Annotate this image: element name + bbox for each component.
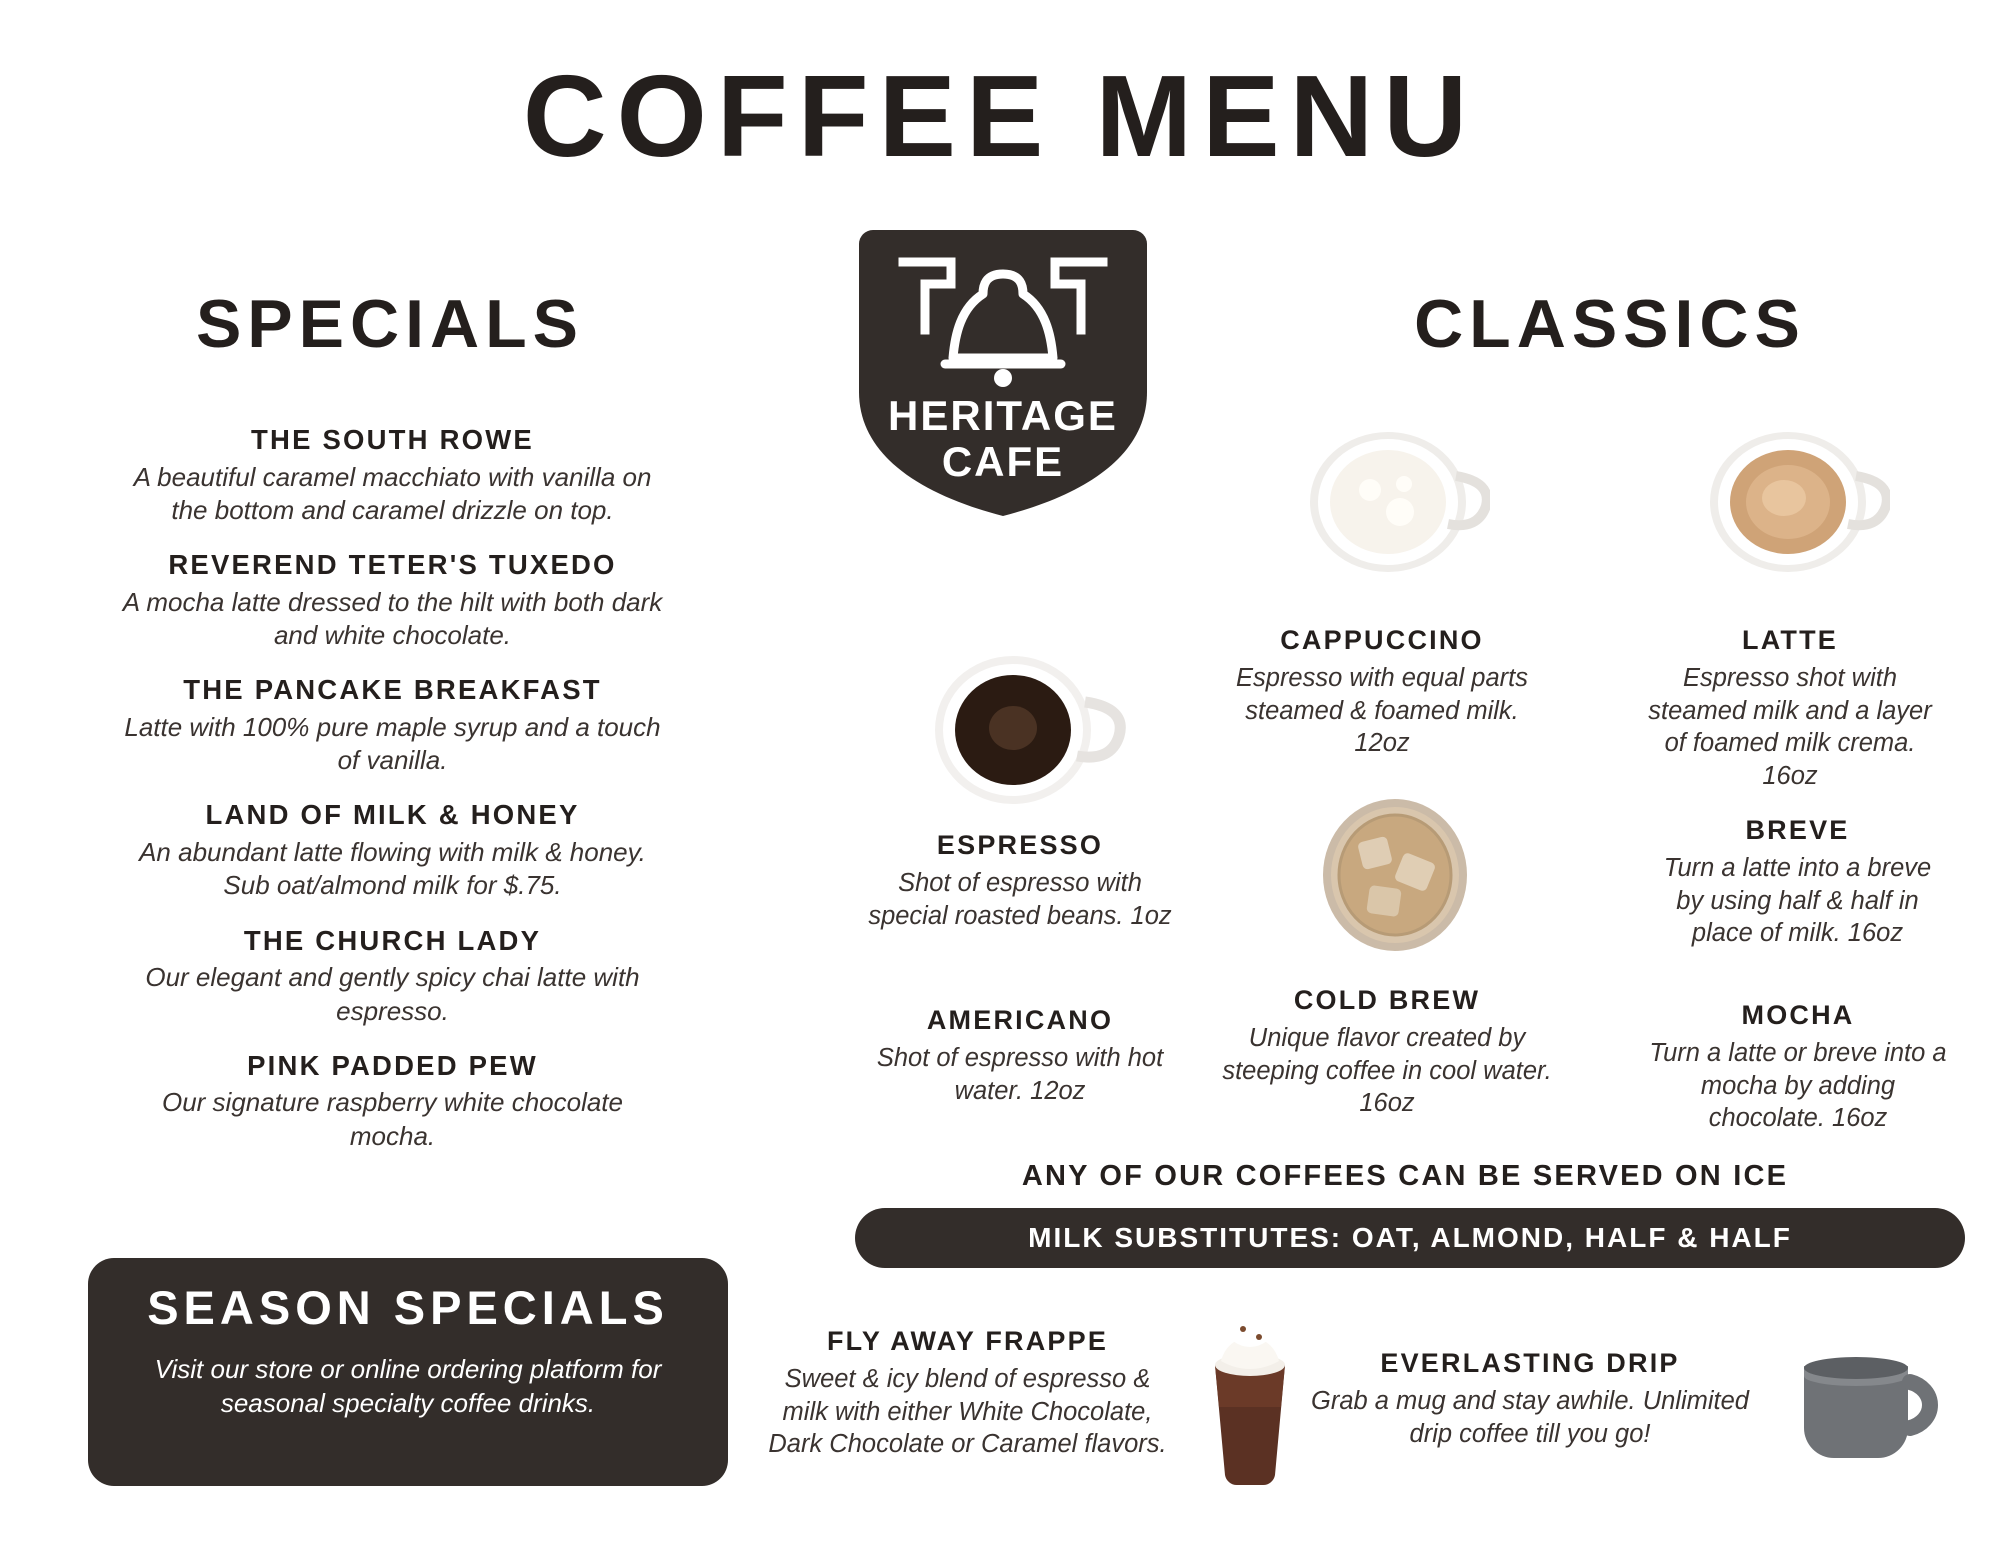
classics-item-desc: Espresso shot with steamed milk and a layer of foamed milk crema. 16oz xyxy=(1648,664,1932,790)
specials-item-desc: A mocha latte dressed to the hilt with both dark and white chocolate. xyxy=(122,586,663,651)
heritage-cafe-logo xyxy=(833,222,1173,522)
classics-item-mocha xyxy=(1648,1000,1948,1135)
classics-item-cold-brew xyxy=(1222,985,1552,1120)
served-on-ice-note: ANY OF OUR COFFEES CAN BE SERVED ON ICE xyxy=(1021,1160,1789,1192)
list-item xyxy=(120,799,665,902)
specials-item-desc: Our signature raspberry white chocolate mocha. xyxy=(161,1087,623,1151)
classics-item-name: BREVE xyxy=(1745,815,1850,845)
classics-item-name: AMERICANO xyxy=(926,1005,1114,1035)
list-item xyxy=(120,549,665,652)
season-specials-box xyxy=(88,1258,728,1486)
espresso-cup-icon xyxy=(905,650,1135,810)
classics-item-desc: Shot of espresso with hot water. 12oz xyxy=(876,1044,1164,1105)
season-specials-title: SEASON SPECIALS xyxy=(147,1281,669,1334)
specials-heading: SPECIALS xyxy=(195,286,585,362)
classics-item-name: COLD BREW xyxy=(1293,985,1481,1015)
classics-item-espresso xyxy=(860,830,1180,932)
classics-heading: CLASSICS xyxy=(1414,286,1806,362)
specials-item-name: REVEREND TETER'S TUXEDO xyxy=(168,549,617,581)
specials-item-name: THE PANCAKE BREAKFAST xyxy=(183,674,602,706)
coffee-mug-icon xyxy=(1790,1340,1965,1480)
classics-item-breve xyxy=(1650,815,1945,950)
specials-list xyxy=(120,424,665,1175)
list-item xyxy=(120,674,665,777)
list-item xyxy=(120,925,665,1028)
milk-substitutes-banner: MILK SUBSTITUTES: OAT, ALMOND, HALF & HALF xyxy=(855,1208,1965,1268)
list-item xyxy=(120,424,665,527)
frappe-drink-icon xyxy=(1185,1295,1315,1490)
specials-item-name: LAND OF MILK & HONEY xyxy=(205,799,580,831)
bottom-item-desc: Grab a mug and stay awhile. Unlimited drip coffee till you go! xyxy=(1311,1387,1749,1448)
specials-item-name: PINK PADDED PEW xyxy=(247,1049,538,1081)
classics-item-name: LATTE xyxy=(1742,625,1838,655)
classics-item-desc: Turn a latte or breve into a mocha by adding chocolate. 16oz xyxy=(1649,1039,1947,1133)
logo-line-1: HERITAGE xyxy=(888,392,1118,439)
classics-item-name: CAPPUCCINO xyxy=(1280,625,1484,655)
specials-item-desc: Latte with 100% pure maple syrup and a touch of vanilla. xyxy=(124,711,661,776)
classics-item-desc: Unique flavor created by steeping coffee in cool water. 16oz xyxy=(1222,1024,1552,1118)
bottom-item-name: EVERLASTING DRIP xyxy=(1380,1348,1680,1378)
specials-item-name: THE CHURCH LADY xyxy=(243,924,542,956)
bottom-item-desc: Sweet & icy blend of espresso & milk with either White Chocolate, Dark Chocolate or Caramel flavors. xyxy=(768,1365,1167,1459)
classics-item-name: ESPRESSO xyxy=(936,830,1104,860)
cold-brew-glass-icon xyxy=(1320,795,1470,955)
page-title: COFFEE MENU xyxy=(522,51,1478,181)
specials-item-name: THE SOUTH ROWE xyxy=(251,424,534,455)
classics-item-latte xyxy=(1640,625,1940,793)
specials-item-desc: Our elegant and gently spicy chai latte with espresso. xyxy=(145,962,640,1026)
classics-item-desc: Shot of espresso with special roasted beans. 1oz xyxy=(868,869,1172,930)
bottom-item-everlasting-drip xyxy=(1310,1348,1750,1450)
specials-item-desc: A beautiful caramel macchiato with vanilla on the bottom and caramel drizzle on top. xyxy=(133,461,652,525)
bottom-item-name: FLY AWAY FRAPPE xyxy=(826,1326,1109,1356)
cappuccino-cup-icon xyxy=(1300,428,1490,576)
specials-item-desc: An abundant latte flowing with milk & honey. Sub oat/almond milk for $.75. xyxy=(139,837,646,901)
list-item xyxy=(120,1050,665,1153)
season-specials-desc: Visit our store or online ordering platform for seasonal specialty coffee drinks. xyxy=(154,1354,662,1418)
classics-item-americano xyxy=(855,1005,1185,1107)
bottom-item-fly-away-frappe xyxy=(760,1326,1175,1461)
classics-item-name: MOCHA xyxy=(1741,1000,1855,1030)
logo-line-2: CAFE xyxy=(941,438,1065,485)
latte-cup-icon xyxy=(1700,428,1890,576)
classics-item-desc: Espresso with equal parts steamed & foamed milk. 12oz xyxy=(1236,664,1528,758)
classics-item-cappuccino xyxy=(1222,625,1542,760)
classics-item-desc: Turn a latte into a breve by using half & half in place of milk. 16oz xyxy=(1663,854,1932,948)
